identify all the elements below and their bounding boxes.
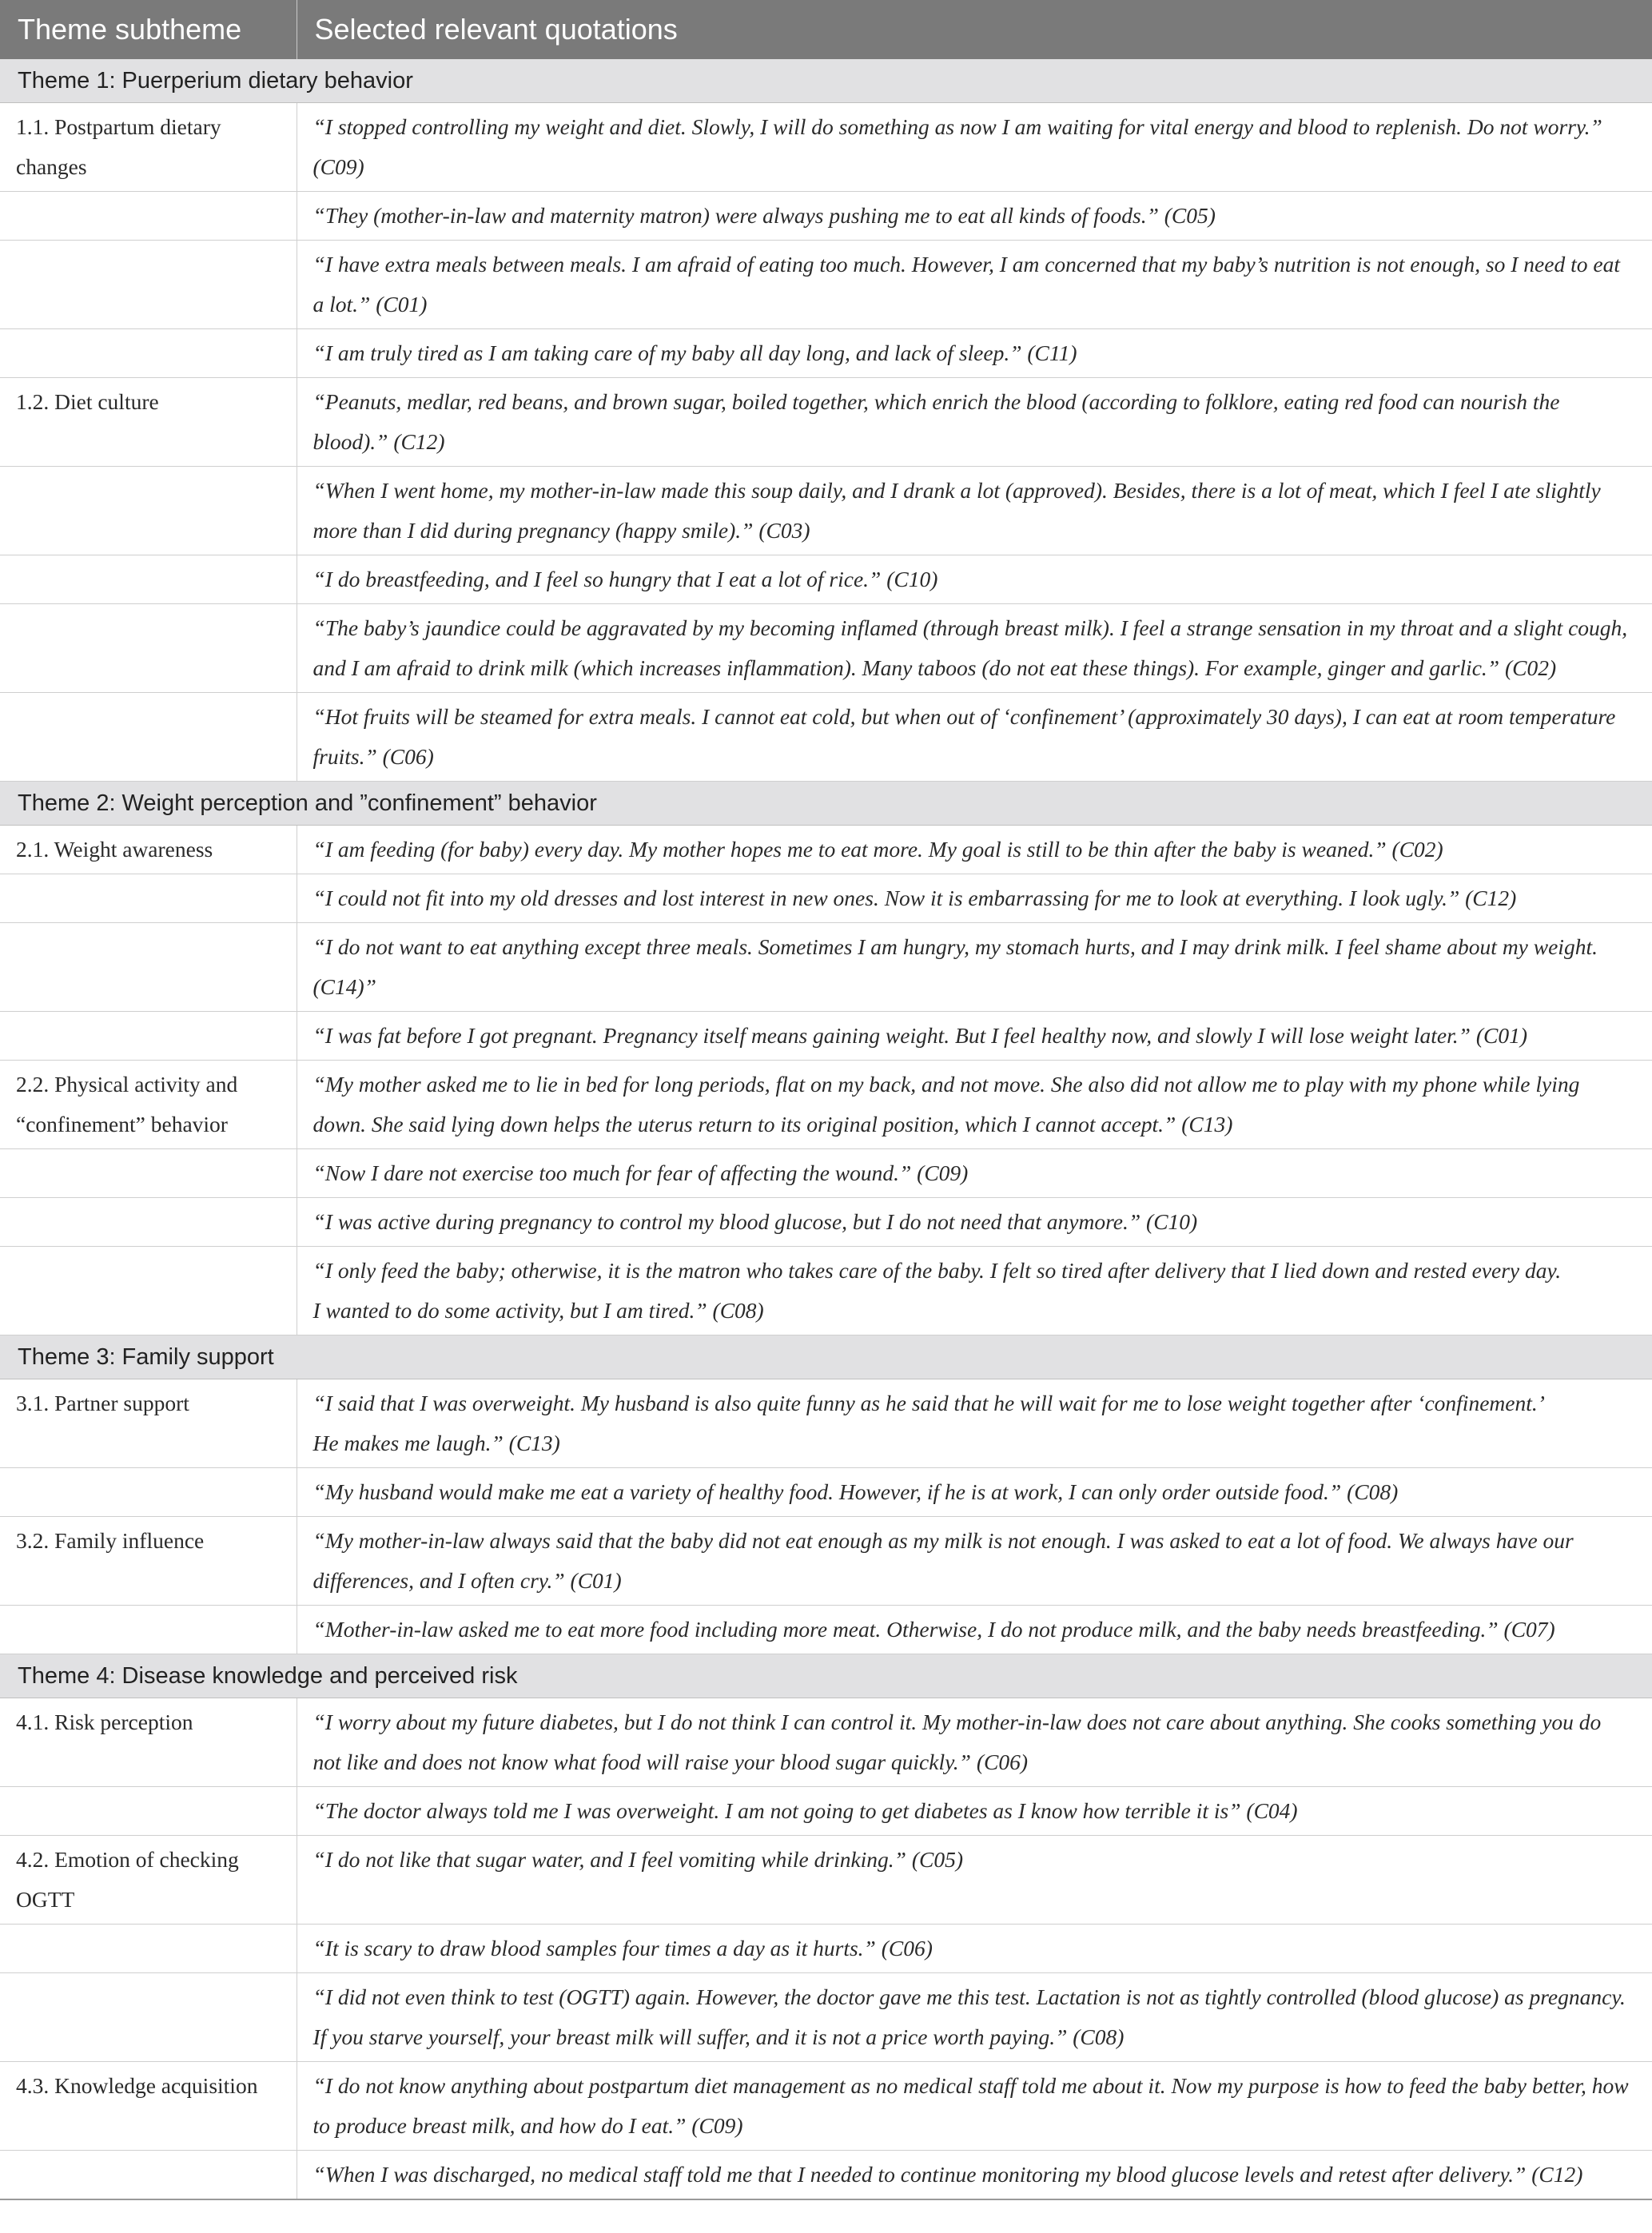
quotation-text: “My mother-in-law always said that the baby did not eat enough as my milk is not enough. I was asked to eat a lot of food. We always have our differences, and I often cry.” (C01)	[312, 1528, 1574, 1593]
quotation-cell	[297, 555, 1652, 604]
table-row	[0, 874, 1652, 923]
quotation-cell	[297, 1198, 1652, 1247]
quotation-cell	[297, 1925, 1652, 1973]
quotation-text: “I said that I was overweight. My husband is also quite funny as he said that he will wait for me to lose weight together after ‘confinement.’ He makes me laugh.” (C13)	[312, 1391, 1545, 1455]
header-quotations: Selected relevant quotations	[297, 0, 1652, 59]
subtheme-cell	[0, 693, 297, 782]
subtheme-cell	[0, 2151, 297, 2200]
quotation-cell	[297, 1247, 1652, 1335]
quotation-cell	[297, 1379, 1652, 1468]
table-row	[0, 1061, 1652, 1149]
quotation-text: “I am truly tired as I am taking care of my baby all day long, and lack of sleep.” (C11)	[312, 340, 1077, 365]
quotation-text: “Now I dare not exercise too much for fear of affecting the wound.” (C09)	[312, 1160, 969, 1185]
subtheme-cell	[0, 1925, 297, 1973]
table-row	[0, 1379, 1652, 1468]
theme-row	[0, 1654, 1652, 1698]
table-row	[0, 826, 1652, 874]
quotation-cell	[297, 1973, 1652, 2062]
theme-row	[0, 59, 1652, 103]
table-row	[0, 1198, 1652, 1247]
table-row	[0, 1925, 1652, 1973]
subtheme-cell	[0, 1787, 297, 1836]
quotation-text: “I do not know anything about postpartum diet management as no medical staff told me about it. Now my purpose is how to feed the baby better, how to produce breast milk, and how do I eat.” (C09)	[312, 2073, 1629, 2138]
subtheme-cell	[0, 241, 297, 329]
quotation-cell	[297, 467, 1652, 555]
quotation-cell	[297, 693, 1652, 782]
quotation-cell	[297, 1836, 1652, 1925]
subtheme-cell	[0, 329, 297, 378]
table-row	[0, 103, 1652, 192]
subtheme-cell: 3.2. Family influence	[0, 1517, 297, 1606]
subtheme-cell: 4.1. Risk perception	[0, 1698, 297, 1787]
quotation-text: “When I went home, my mother-in-law made this soup daily, and I drank a lot (approved). Besides, there is a lot of meat, which I feel I ate slightly more than I did during pregnancy (happy smile).” (C03)	[312, 478, 1601, 543]
subtheme-cell: 2.1. Weight awareness	[0, 826, 297, 874]
theme-title: Theme 1: Puerperium dietary behavior	[0, 59, 1652, 103]
quotation-text: “I was fat before I got pregnant. Pregnancy itself means gaining weight. But I feel healthy now, and slowly I will lose weight later.” (C01)	[312, 1023, 1527, 1048]
quotation-cell	[297, 874, 1652, 923]
theme-title: Theme 2: Weight perception and ”confinement” behavior	[0, 782, 1652, 826]
quotation-cell	[297, 329, 1652, 378]
table-row	[0, 241, 1652, 329]
quotation-cell	[297, 826, 1652, 874]
quotation-text: “I do not like that sugar water, and I feel vomiting while drinking.” (C05)	[312, 1847, 963, 1872]
quotation-cell	[297, 1012, 1652, 1061]
quotation-cell	[297, 1698, 1652, 1787]
quotation-cell	[297, 604, 1652, 693]
quotation-text: “I only feed the baby; otherwise, it is the matron who takes care of the baby. I felt so tired after delivery that I lied down and rested every day. I wanted to do some activity, but I am tired.” (C08)	[312, 1258, 1562, 1323]
table-row	[0, 923, 1652, 1012]
table-row	[0, 1012, 1652, 1061]
quotation-cell	[297, 241, 1652, 329]
table-body	[0, 59, 1652, 2199]
quotation-cell	[297, 2151, 1652, 2200]
subtheme-cell	[0, 604, 297, 693]
quotation-text: “I did not even think to test (OGTT) again. However, the doctor gave me this test. Lactation is not as tightly controlled (blood glucose) as pregnancy. If you starve yourself, your breast milk will suffer, and it is not a price worth paying.” (C08)	[312, 1984, 1626, 2049]
table-row	[0, 604, 1652, 693]
quotation-cell	[297, 1787, 1652, 1836]
quotation-cell	[297, 923, 1652, 1012]
quotation-text: “My husband would make me eat a variety of healthy food. However, if he is at work, I can only order outside food.” (C08)	[312, 1479, 1399, 1504]
subtheme-cell	[0, 1149, 297, 1198]
quotation-cell	[297, 2062, 1652, 2151]
subtheme-cell: 3.1. Partner support	[0, 1379, 297, 1468]
quotation-cell	[297, 378, 1652, 467]
subtheme-cell	[0, 555, 297, 604]
table-row	[0, 192, 1652, 241]
quotation-text: “I am feeding (for baby) every day. My mother hopes me to eat more. My goal is still to be thin after the baby is weaned.” (C02)	[312, 837, 1443, 862]
table-row	[0, 329, 1652, 378]
table-row	[0, 1468, 1652, 1517]
table-row	[0, 467, 1652, 555]
quotation-text: “I worry about my future diabetes, but I do not think I can control it. My mother-in-law does not care about anything. She cooks something you do not like and does not know what food will raise your blood sugar quickly.” (C06)	[312, 1710, 1602, 1774]
theme-title: Theme 3: Family support	[0, 1335, 1652, 1379]
quotation-cell	[297, 1468, 1652, 1517]
quotation-text: “I could not fit into my old dresses and lost interest in new ones. Now it is embarrassing for me to look at everything. I look ugly.” (C12)	[312, 886, 1517, 910]
table-row	[0, 1517, 1652, 1606]
subtheme-cell: 4.3. Knowledge acquisition	[0, 2062, 297, 2151]
quotation-text: “I stopped controlling my weight and diet. Slowly, I will do something as now I am waiting for vital energy and blood to replenish. Do not worry.” (C09)	[312, 114, 1602, 179]
table-row	[0, 2151, 1652, 2200]
table-row	[0, 1973, 1652, 2062]
quotation-cell	[297, 1061, 1652, 1149]
subtheme-cell: 1.1. Postpartum dietary changes	[0, 103, 297, 192]
subtheme-cell	[0, 1247, 297, 1335]
quotation-cell	[297, 1606, 1652, 1654]
table-row	[0, 1247, 1652, 1335]
quotation-text: “They (mother-in-law and maternity matron) were always pushing me to eat all kinds of foods.” (C05)	[312, 203, 1216, 228]
subtheme-cell: 4.2. Emotion of checking OGTT	[0, 1836, 297, 1925]
table-row	[0, 378, 1652, 467]
quotation-text: “It is scary to draw blood samples four times a day as it hurts.” (C06)	[312, 1936, 933, 1960]
table-row	[0, 1836, 1652, 1925]
subtheme-cell: 1.2. Diet culture	[0, 378, 297, 467]
quotation-cell	[297, 103, 1652, 192]
table-row	[0, 555, 1652, 604]
quotation-text: “Peanuts, medlar, red beans, and brown sugar, boiled together, which enrich the blood (according to folklore, eating red food can nourish the blood).” (C12)	[312, 389, 1560, 454]
quotation-cell	[297, 192, 1652, 241]
quotation-text: “The baby’s jaundice could be aggravated by my becoming inflamed (through breast milk). I feel a strange sensation in my throat and a slight cough, and I am afraid to drink milk (which increases inflammation). Many taboos (do not eat these things). For example, ginger and garlic.” (C02)	[312, 615, 1628, 680]
subtheme-cell	[0, 467, 297, 555]
subtheme-cell	[0, 1198, 297, 1247]
quotation-text: “I do breastfeeding, and I feel so hungry that I eat a lot of rice.” (C10)	[312, 567, 938, 591]
table-row	[0, 693, 1652, 782]
theme-row	[0, 782, 1652, 826]
subtheme-cell: 2.2. Physical activity and “confinement” behavior	[0, 1061, 297, 1149]
subtheme-cell	[0, 1606, 297, 1654]
table-row	[0, 1787, 1652, 1836]
table-header-row	[0, 0, 1652, 59]
quotation-text: “The doctor always told me I was overweight. I am not going to get diabetes as I know how terrible it is” (C04)	[312, 1798, 1298, 1823]
table-row	[0, 1149, 1652, 1198]
quotation-cell	[297, 1517, 1652, 1606]
subtheme-cell	[0, 1012, 297, 1061]
table-row	[0, 1698, 1652, 1787]
theme-title: Theme 4: Disease knowledge and perceived risk	[0, 1654, 1652, 1698]
quotation-text: “Mother-in-law asked me to eat more food including more meat. Otherwise, I do not produce milk, and the baby needs breastfeeding.” (C07)	[312, 1617, 1555, 1642]
table-row	[0, 2062, 1652, 2151]
quotation-text: “I was active during pregnancy to control my blood glucose, but I do not need that anymore.” (C10)	[312, 1209, 1198, 1234]
theme-row	[0, 1335, 1652, 1379]
quotation-text: “I do not want to eat anything except three meals. Sometimes I am hungry, my stomach hurts, and I may drink milk. I feel shame about my weight. (C14)”	[312, 934, 1598, 999]
quotation-text: “Hot fruits will be steamed for extra meals. I cannot eat cold, but when out of ‘confinement’ (approximately 30 days), I can eat at room temperature fruits.” (C06)	[312, 704, 1616, 769]
subtheme-cell	[0, 874, 297, 923]
header-theme-subtheme: Theme subtheme	[0, 0, 297, 59]
subtheme-cell	[0, 923, 297, 1012]
table-row	[0, 1606, 1652, 1654]
subtheme-cell	[0, 1468, 297, 1517]
subtheme-cell	[0, 192, 297, 241]
quotation-text: “When I was discharged, no medical staff told me that I needed to continue monitoring my blood glucose levels and retest after delivery.” (C12)	[312, 2162, 1583, 2187]
subtheme-cell	[0, 1973, 297, 2062]
quotation-text: “My mother asked me to lie in bed for long periods, flat on my back, and not move. She also did not allow me to play with my phone while lying down. She said lying down helps the uterus return to its original position, which I cannot accept.” (C13)	[312, 1072, 1580, 1136]
quotation-cell	[297, 1149, 1652, 1198]
quotation-text: “I have extra meals between meals. I am afraid of eating too much. However, I am concerned that my baby’s nutrition is not enough, so I need to eat a lot.” (C01)	[312, 252, 1620, 316]
